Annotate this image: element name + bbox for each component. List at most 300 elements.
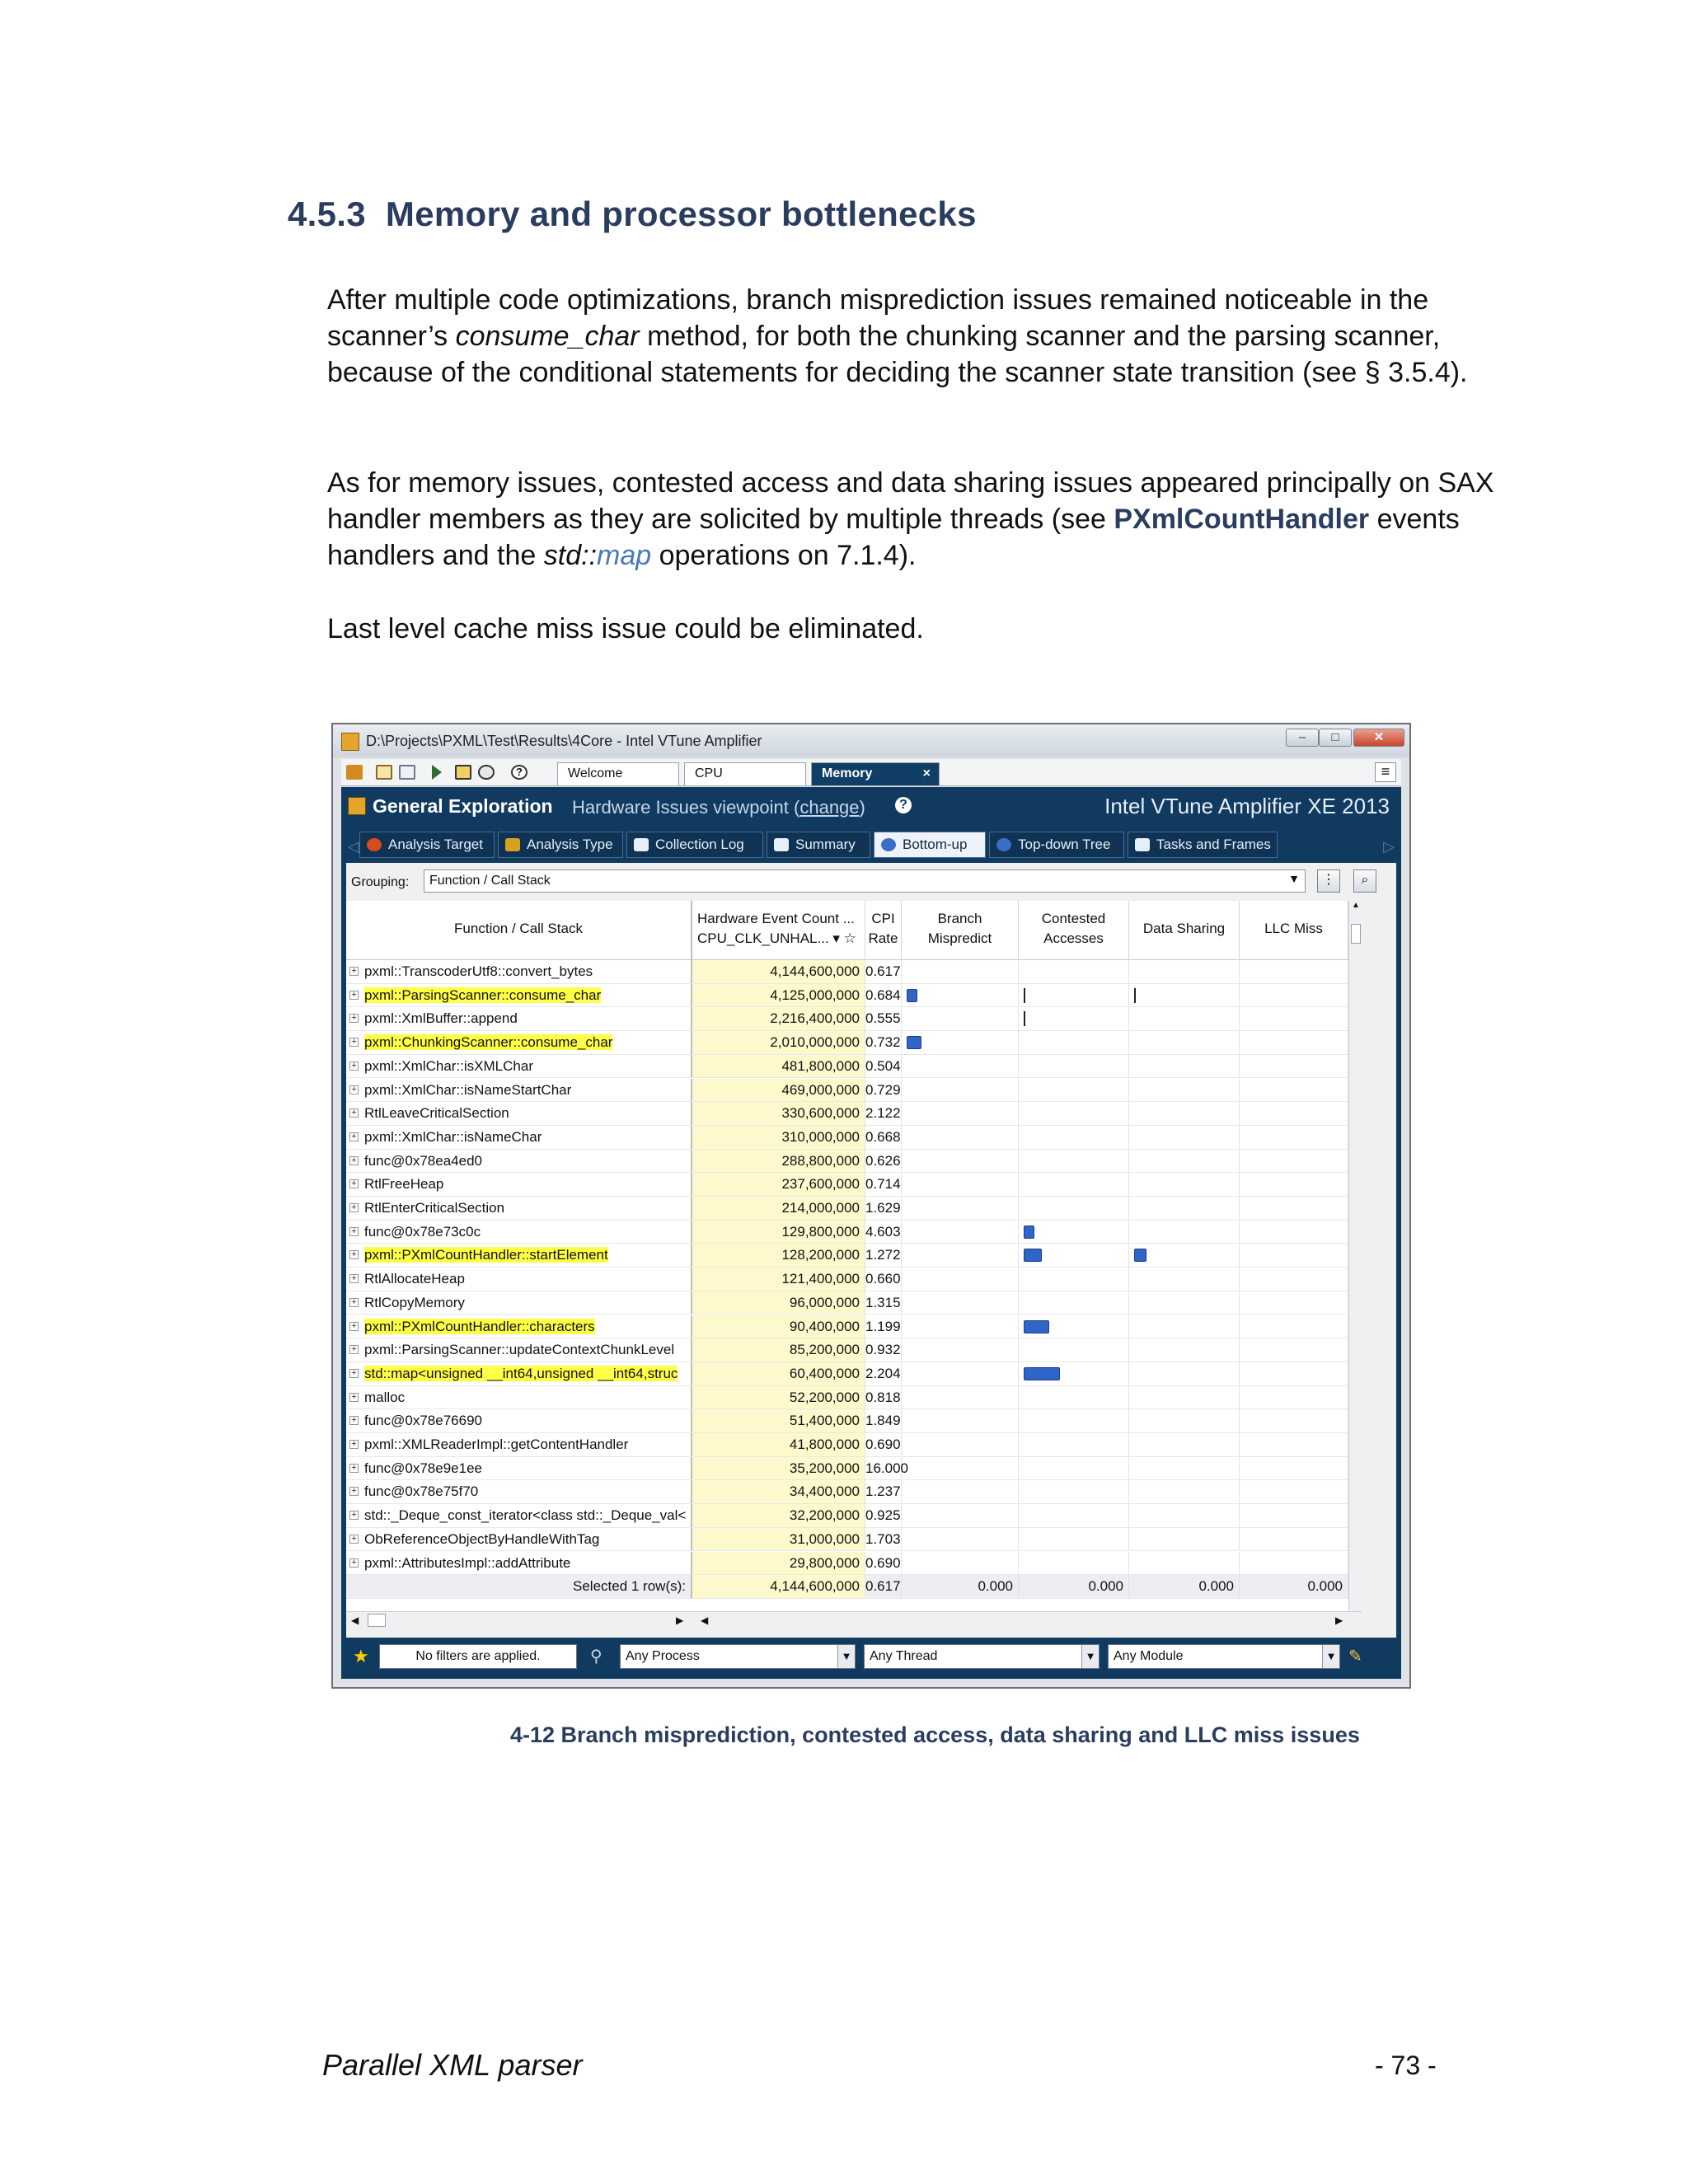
expand-icon[interactable]: + <box>349 1250 359 1259</box>
data-sharing-cell <box>1129 1197 1240 1220</box>
branch-mispredict-cell <box>902 1197 1019 1220</box>
grouping-select[interactable] <box>424 869 1306 893</box>
data-sharing-cell <box>1129 984 1240 1007</box>
table-row[interactable] <box>346 1291 1362 1315</box>
bottom-up-icon <box>881 838 896 851</box>
branch-mispredict-cell <box>902 1409 1019 1432</box>
nav-analysis-target-label: Analysis Target <box>388 837 483 852</box>
function-cell[interactable] <box>346 1268 692 1291</box>
filter-settings-icon[interactable]: ✎ <box>1348 1647 1362 1666</box>
cpi-rate: 2.204 <box>865 1362 902 1385</box>
viewpoint-label <box>572 797 865 818</box>
col-branch-mispredict[interactable] <box>902 901 1019 960</box>
menu-icon[interactable]: ≡ <box>1375 762 1396 782</box>
function-name: RtlCopyMemory <box>364 1294 465 1310</box>
col-hw-label-2[interactable]: CPU_CLK_UNHAL... ▾ ☆ <box>697 930 856 946</box>
function-name: pxml::XmlChar::isXMLChar <box>364 1057 533 1074</box>
contested-accesses-cell <box>1019 1055 1129 1078</box>
total-hw: 4,144,600,000 <box>692 1575 865 1598</box>
llc-miss-cell <box>1240 1409 1348 1432</box>
expand-icon[interactable]: + <box>349 1014 359 1023</box>
tasks-icon <box>1135 838 1150 851</box>
figure-caption: 4-12 Branch misprediction, contested access, data sharing and LLC miss issues <box>510 1722 1360 1747</box>
hw-event-count: 31,000,000 <box>692 1528 865 1551</box>
scroll-left-icon-2[interactable]: ◀ <box>701 1615 709 1626</box>
expand-icon[interactable]: + <box>349 1416 359 1425</box>
table-row[interactable] <box>346 1480 1362 1504</box>
target-icon <box>367 838 382 851</box>
nav-right-arrow-icon[interactable]: ▷ <box>1383 838 1395 855</box>
data-sharing-cell <box>1129 1528 1240 1551</box>
function-name: RtlFreeHeap <box>364 1176 444 1193</box>
hw-event-count: 214,000,000 <box>692 1197 865 1220</box>
expand-icon[interactable]: + <box>349 1132 359 1141</box>
cpi-rate: 0.729 <box>865 1079 902 1102</box>
expand-icon[interactable]: + <box>349 1322 359 1331</box>
search-icon[interactable]: ⌕ <box>1353 869 1376 893</box>
open-result-icon[interactable] <box>399 765 415 780</box>
branch-mispredict-cell <box>902 1221 1019 1244</box>
branch-mispredict-cell <box>902 984 1019 1007</box>
expand-icon[interactable]: + <box>349 1227 359 1236</box>
process-filter[interactable] <box>620 1644 856 1669</box>
table-row[interactable] <box>346 1552 1362 1576</box>
contested-access-bar <box>1024 1249 1042 1262</box>
col-cpi-label-1: CPI <box>871 911 895 926</box>
analysis-name: General Exploration <box>373 795 553 817</box>
page-number: - 73 - <box>1375 2050 1437 2080</box>
nav-bottom-up[interactable] <box>874 832 986 858</box>
function-cell[interactable] <box>346 1055 692 1078</box>
total-ca: 0.000 <box>1019 1575 1129 1598</box>
nav-tasks-and-frames[interactable] <box>1128 832 1278 858</box>
contested-accesses-cell <box>1019 1079 1129 1102</box>
hw-event-count: 4,144,600,000 <box>692 960 865 983</box>
function-name: malloc <box>364 1389 406 1405</box>
expand-icon[interactable]: + <box>349 991 359 1000</box>
table-row[interactable] <box>346 1362 1362 1386</box>
function-cell[interactable] <box>346 1409 692 1432</box>
data-sharing-bar <box>1134 988 1136 1003</box>
llc-miss-cell <box>1240 1315 1348 1338</box>
contested-access-bar <box>1024 1320 1049 1333</box>
grouping-label: Grouping: <box>351 875 410 889</box>
hw-event-count: 35,200,000 <box>692 1457 865 1480</box>
function-name: pxml::AttributesImpl::addAttribute <box>364 1554 571 1571</box>
table-row[interactable] <box>346 1315 1362 1339</box>
data-sharing-cell <box>1129 1150 1240 1173</box>
app-icon <box>341 733 359 751</box>
cpi-rate: 1.237 <box>865 1480 902 1503</box>
function-cell[interactable] <box>346 1433 692 1456</box>
function-name: func@0x78e75f70 <box>364 1483 479 1500</box>
function-cell[interactable] <box>346 960 692 983</box>
cpi-rate: 0.617 <box>865 960 902 983</box>
table-row[interactable] <box>346 1338 1362 1362</box>
star-icon[interactable]: ★ <box>353 1646 369 1666</box>
run-analysis-icon[interactable] <box>432 765 442 780</box>
nav-bottom-up-label: Bottom-up <box>903 837 968 852</box>
contested-accesses-cell <box>1019 1362 1129 1385</box>
llc-miss-cell <box>1240 1504 1348 1527</box>
tab-memory[interactable] <box>811 762 940 785</box>
col-function[interactable] <box>346 901 692 960</box>
data-sharing-cell <box>1129 1055 1240 1078</box>
contested-accesses-cell <box>1019 1244 1129 1267</box>
expand-icon[interactable]: + <box>349 1062 359 1071</box>
table-row[interactable] <box>346 1031 1362 1055</box>
table-row[interactable] <box>346 1150 1362 1174</box>
function-cell[interactable] <box>346 1552 692 1575</box>
compare-icon[interactable] <box>478 765 495 780</box>
expand-icon[interactable]: + <box>349 1558 359 1568</box>
table-row[interactable] <box>346 1221 1362 1244</box>
function-cell[interactable] <box>346 1102 692 1125</box>
tab-memory-label: Memory <box>822 766 873 780</box>
new-project-icon[interactable] <box>346 765 363 780</box>
contested-accesses-cell <box>1019 1221 1129 1244</box>
table-row[interactable] <box>346 1244 1362 1268</box>
table-row[interactable] <box>346 1126 1362 1150</box>
tab-cpu[interactable]: CPU <box>684 762 806 785</box>
p1-emphasis: consume_char <box>455 321 640 352</box>
function-cell[interactable] <box>346 1221 692 1244</box>
analysis-nav-bar <box>341 827 1401 861</box>
contested-accesses-cell <box>1019 1126 1129 1149</box>
function-cell[interactable] <box>346 1244 692 1267</box>
function-cell[interactable] <box>346 1528 692 1551</box>
function-cell[interactable] <box>346 1150 692 1173</box>
cpi-rate: 2.122 <box>865 1102 902 1125</box>
toolbar <box>341 759 1401 786</box>
col-cpi-label-2: Rate <box>868 930 898 946</box>
llc-miss-cell <box>1240 1055 1348 1078</box>
scroll-left-icon[interactable]: ◀ <box>351 1615 359 1626</box>
col-contested-accesses[interactable] <box>1019 901 1129 960</box>
cpi-rate: 0.714 <box>865 1173 902 1196</box>
nav-analysis-type-label: Analysis Type <box>527 837 613 852</box>
expand-icon[interactable]: + <box>349 967 359 976</box>
data-sharing-cell <box>1129 1173 1240 1196</box>
llc-miss-cell <box>1240 1150 1348 1173</box>
data-sharing-bar <box>1134 1249 1146 1262</box>
p2-bold-term: PXmlCountHandler <box>1114 504 1370 535</box>
expand-icon[interactable]: + <box>349 1203 359 1212</box>
analysis-header <box>341 787 1401 825</box>
llc-miss-cell <box>1240 1126 1348 1149</box>
llc-miss-cell <box>1240 1552 1348 1575</box>
expand-icon[interactable]: + <box>349 1179 359 1188</box>
col-cpi[interactable] <box>865 901 902 960</box>
horizontal-scrollbar[interactable] <box>346 1611 1362 1629</box>
hw-event-count: 128,200,000 <box>692 1244 865 1267</box>
bottom-up-view <box>346 863 1396 1674</box>
expand-icon[interactable]: + <box>349 1487 359 1496</box>
filter-bar <box>346 1638 1396 1674</box>
table-row[interactable] <box>346 1102 1362 1126</box>
function-cell[interactable] <box>346 1007 692 1030</box>
table-row[interactable] <box>346 1504 1362 1528</box>
cpi-rate: 0.626 <box>865 1150 902 1173</box>
col-llc-miss[interactable] <box>1240 901 1348 960</box>
scroll-right-icon-2[interactable]: ▶ <box>1335 1615 1343 1626</box>
scroll-right-icon[interactable]: ▶ <box>676 1615 684 1626</box>
grouping-value: Function / Call Stack <box>429 874 551 888</box>
table-row[interactable] <box>346 1386 1362 1410</box>
std-map-link[interactable]: map <box>597 540 652 571</box>
function-cell[interactable] <box>346 1338 692 1361</box>
nav-collection-log[interactable] <box>626 832 763 858</box>
function-name: RtlLeaveCriticalSection <box>364 1105 509 1122</box>
hw-event-count: 469,000,000 <box>692 1079 865 1102</box>
col-br-label-2: Mispredict <box>927 930 992 946</box>
nav-top-down-tree[interactable] <box>989 832 1124 858</box>
scroll-thumb[interactable] <box>1351 924 1361 944</box>
section-number: 4.5.3 <box>288 194 366 233</box>
footer-title: Parallel XML parser <box>322 2048 583 2082</box>
branch-mispredict-cell <box>902 1126 1019 1149</box>
cpi-rate: 1.315 <box>865 1291 902 1315</box>
function-cell[interactable] <box>346 1362 692 1385</box>
hw-event-count: 2,010,000,000 <box>692 1031 865 1054</box>
scroll-up-icon[interactable]: ▲ <box>1352 901 1360 910</box>
contested-accesses-cell <box>1019 1386 1129 1409</box>
data-sharing-cell <box>1129 1268 1240 1291</box>
chevron-down-icon: ▼ <box>1081 1645 1099 1668</box>
contested-accesses-cell <box>1019 1173 1129 1196</box>
expand-icon[interactable]: + <box>349 1345 359 1354</box>
p2-namespace: std:: <box>543 540 598 571</box>
contested-accesses-cell <box>1019 1291 1129 1315</box>
function-cell[interactable] <box>346 1504 692 1527</box>
hw-event-count: 32,200,000 <box>692 1504 865 1527</box>
expand-icon[interactable]: + <box>349 1440 359 1449</box>
branch-mispredict-cell <box>902 1291 1019 1315</box>
expand-icon[interactable]: + <box>349 1085 359 1094</box>
contested-accesses-cell <box>1019 1031 1129 1054</box>
table-row[interactable] <box>346 1055 1362 1079</box>
module-filter[interactable] <box>1108 1644 1340 1669</box>
hw-event-count: 2,216,400,000 <box>692 1007 865 1030</box>
hw-event-count: 60,400,000 <box>692 1362 865 1385</box>
llc-miss-cell <box>1240 1102 1348 1125</box>
paragraph-1 <box>327 282 1522 391</box>
expand-icon[interactable]: + <box>349 1369 359 1378</box>
cpi-rate: 1.272 <box>865 1244 902 1267</box>
section-title: Memory and processor bottlenecks <box>385 194 977 233</box>
data-sharing-cell <box>1129 1244 1240 1267</box>
col-hw-event[interactable] <box>692 901 865 960</box>
function-name: pxml::XmlChar::isNameStartChar <box>364 1081 572 1098</box>
vertical-scrollbar[interactable] <box>1348 901 1362 1611</box>
total-cpi: 0.617 <box>865 1575 902 1598</box>
branch-mispredict-bar <box>907 989 917 1002</box>
nav-analysis-target[interactable] <box>359 832 495 858</box>
contested-accesses-cell <box>1019 1528 1129 1551</box>
open-folder-icon[interactable] <box>376 765 392 780</box>
llc-miss-cell <box>1240 1386 1348 1409</box>
hw-event-count: 288,800,000 <box>692 1150 865 1173</box>
table-row[interactable] <box>346 1433 1362 1457</box>
log-icon <box>634 838 649 851</box>
nav-summary[interactable] <box>767 832 870 858</box>
data-sharing-cell <box>1129 1221 1240 1244</box>
contested-access-bar <box>1024 1011 1025 1026</box>
table-row[interactable] <box>346 1268 1362 1291</box>
llc-miss-cell <box>1240 1268 1348 1291</box>
cpi-rate: 0.684 <box>865 984 902 1007</box>
contested-access-bar <box>1024 1226 1034 1239</box>
change-viewpoint-link[interactable]: change <box>799 797 860 818</box>
contested-accesses-cell <box>1019 1315 1129 1338</box>
col-br-label-1: Branch <box>937 911 982 926</box>
llc-miss-cell <box>1240 960 1348 983</box>
function-name: func@0x78e9e1ee <box>364 1460 482 1476</box>
hw-event-count: 129,800,000 <box>692 1221 865 1244</box>
contested-accesses-cell <box>1019 1457 1129 1480</box>
llc-miss-cell <box>1240 1291 1348 1315</box>
nav-left-arrow-icon[interactable]: ◁ <box>348 838 359 855</box>
function-cell[interactable] <box>346 1173 692 1196</box>
nav-collection-log-label: Collection Log <box>655 837 744 852</box>
viewpoint-paren: ) <box>859 797 865 818</box>
expand-icon[interactable]: + <box>349 1393 359 1402</box>
viewpoint-help-icon[interactable]: ? <box>895 797 912 813</box>
data-sharing-cell <box>1129 1552 1240 1575</box>
function-name: pxml::ParsingScanner::consume_char <box>364 987 602 1003</box>
branch-mispredict-cell <box>902 1362 1019 1385</box>
contested-accesses-cell <box>1019 1197 1129 1220</box>
help-icon[interactable]: ? <box>511 765 528 780</box>
result-panel <box>341 787 1401 1679</box>
table-row[interactable] <box>346 1528 1362 1552</box>
function-name: pxml::XmlChar::isNameChar <box>364 1128 542 1145</box>
branch-mispredict-cell <box>902 1244 1019 1267</box>
expand-icon[interactable]: + <box>349 1464 359 1473</box>
minimize-button[interactable]: – <box>1286 729 1319 747</box>
close-window-button[interactable]: ✕ <box>1353 729 1404 747</box>
col-data-sharing[interactable] <box>1129 901 1240 960</box>
branch-mispredict-cell <box>902 1268 1019 1291</box>
function-cell[interactable] <box>346 1079 692 1102</box>
filter-icon[interactable]: ⚲ <box>590 1647 603 1666</box>
branch-mispredict-cell <box>902 1457 1019 1480</box>
grouping-bar <box>346 863 1396 899</box>
expand-icon[interactable]: + <box>349 1108 359 1118</box>
maximize-button[interactable]: □ <box>1319 729 1352 747</box>
function-cell[interactable] <box>346 1197 692 1220</box>
branch-mispredict-cell <box>902 1338 1019 1361</box>
p2-text-c: operations on 7.1.4). <box>651 540 917 571</box>
chevron-down-icon: ▼ <box>1322 1645 1339 1668</box>
viewpoint-text: Hardware Issues viewpoint ( <box>572 797 800 818</box>
table-row[interactable] <box>346 1007 1362 1031</box>
llc-miss-cell <box>1240 1528 1348 1551</box>
table-row[interactable] <box>346 1079 1362 1103</box>
function-cell[interactable] <box>346 1291 692 1315</box>
nav-analysis-type[interactable] <box>498 832 623 858</box>
table-row[interactable] <box>346 1173 1362 1197</box>
function-cell[interactable] <box>346 1480 692 1503</box>
data-sharing-cell <box>1129 1504 1240 1527</box>
function-name: RtlEnterCriticalSection <box>364 1200 505 1216</box>
new-analysis-icon[interactable] <box>455 765 471 780</box>
function-cell[interactable] <box>346 1315 692 1338</box>
expand-icon[interactable]: + <box>349 1511 359 1520</box>
total-br: 0.000 <box>902 1575 1019 1598</box>
expand-icon[interactable]: + <box>349 1274 359 1283</box>
tab-welcome[interactable]: Welcome <box>557 762 679 785</box>
data-sharing-cell <box>1129 1480 1240 1503</box>
function-name: pxml::PXmlCountHandler::startElement <box>364 1247 608 1263</box>
function-cell[interactable] <box>346 1031 692 1054</box>
contested-access-bar <box>1024 988 1025 1003</box>
function-cell[interactable] <box>346 1126 692 1149</box>
cpi-rate: 1.629 <box>865 1197 902 1220</box>
function-name: pxml::ChunkingScanner::consume_char <box>364 1034 613 1051</box>
process-filter-value: Any Process <box>626 1649 700 1663</box>
close-tab-icon[interactable]: × <box>922 766 931 780</box>
h-scroll-thumb[interactable] <box>368 1614 386 1627</box>
contested-accesses-cell <box>1019 1338 1129 1361</box>
function-cell[interactable] <box>346 1386 692 1409</box>
col-ca-label-1: Contested <box>1041 911 1106 926</box>
contested-accesses-cell <box>1019 1150 1129 1173</box>
branch-mispredict-cell <box>902 1433 1019 1456</box>
llc-miss-cell <box>1240 1221 1348 1244</box>
branch-mispredict-bar <box>907 1036 921 1049</box>
table-row[interactable] <box>346 1409 1362 1433</box>
contested-accesses-cell <box>1019 960 1129 983</box>
data-sharing-cell <box>1129 1291 1240 1315</box>
table-row[interactable] <box>346 1197 1362 1221</box>
cpi-rate: 1.849 <box>865 1409 902 1432</box>
function-name: pxml::XMLReaderImpl::getContentHandler <box>364 1436 629 1452</box>
branch-mispredict-cell <box>902 1079 1019 1102</box>
expand-icon[interactable]: + <box>349 1038 359 1047</box>
function-cell[interactable] <box>346 1457 692 1480</box>
llc-miss-cell <box>1240 1244 1348 1267</box>
table-row[interactable] <box>346 984 1362 1008</box>
thread-filter[interactable] <box>864 1644 1100 1669</box>
branch-mispredict-cell <box>902 1386 1019 1409</box>
table-row[interactable] <box>346 1457 1362 1481</box>
filter-status: No filters are applied. <box>379 1644 577 1669</box>
table-row[interactable] <box>346 960 1362 984</box>
expand-icon[interactable]: + <box>349 1535 359 1544</box>
data-sharing-cell <box>1129 1007 1240 1030</box>
customize-grouping-icon[interactable]: ⋮ <box>1317 869 1340 893</box>
expand-icon[interactable]: + <box>349 1298 359 1307</box>
llc-miss-cell <box>1240 1197 1348 1220</box>
llc-miss-cell <box>1240 1007 1348 1030</box>
data-sharing-cell <box>1129 960 1240 983</box>
data-sharing-cell <box>1129 1079 1240 1102</box>
function-name: pxml::ParsingScanner::updateContextChunkLevel <box>364 1342 675 1358</box>
llc-miss-cell <box>1240 1480 1348 1503</box>
contested-accesses-cell <box>1019 1504 1129 1527</box>
data-sharing-cell <box>1129 1102 1240 1125</box>
expand-icon[interactable]: + <box>349 1156 359 1165</box>
paragraph-3: Last level cache miss issue could be eliminated. <box>327 613 924 644</box>
data-sharing-cell <box>1129 1409 1240 1432</box>
contested-accesses-cell <box>1019 1480 1129 1503</box>
total-llc: 0.000 <box>1240 1575 1348 1598</box>
function-name: pxml::TranscoderUtf8::convert_bytes <box>364 963 593 979</box>
function-cell[interactable] <box>346 984 692 1007</box>
llc-miss-cell <box>1240 1173 1348 1196</box>
function-name: RtlAllocateHeap <box>364 1271 465 1287</box>
